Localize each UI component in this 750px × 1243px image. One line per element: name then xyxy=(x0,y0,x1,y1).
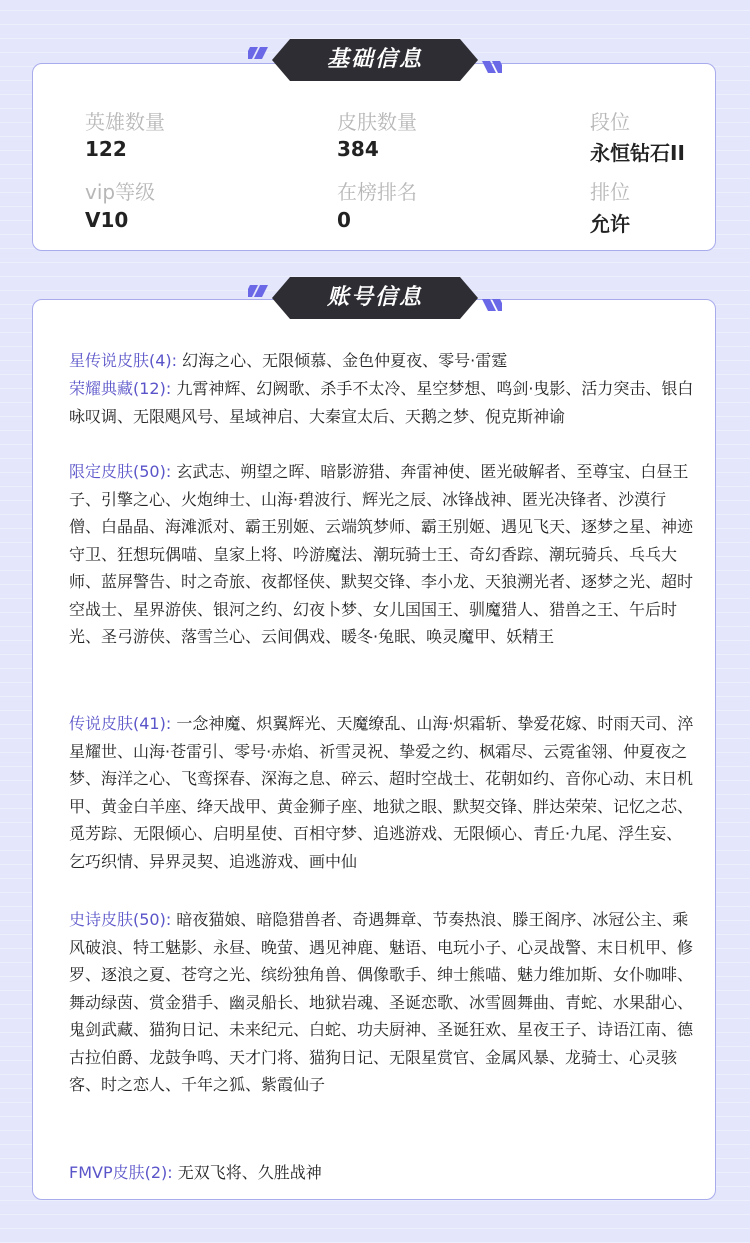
skin-count-label: 皮肤数量 xyxy=(337,110,417,134)
section-items: 幻海之心、无限倾慕、金色仲夏夜、零号·雷霆 xyxy=(182,351,508,370)
section-items: 一念神魔、炽翼辉光、天魔缭乱、山海·炽霜斩、挚爱花嫁、时雨天司、淬星耀世、山海·苍雷引、零号·赤焰、祈雪灵祝、挚爱之约、枫霜尽、云霓雀翎、仲夏夜之梦、海洋之心、飞鸾探春、深海之息、碎云、超时空战士、花朝如约、音你心动、末日机甲、黄金白羊座、绛天战甲、黄金狮子座、地狱之眼、默契交锋、胖达荣荣、记忆之芯、觅芳踪、无限倾心、启明星使、百相守梦、追逃游戏、无限倾心、青丘·九尾、浮生妄、乞巧织情、异界灵契、追逃游戏、画中仙 xyxy=(69,714,694,871)
section-label: 荣耀典藏(12): xyxy=(69,379,172,398)
skin-section-star-legend xyxy=(69,347,695,375)
ranked-play-value: 允许 xyxy=(590,212,630,236)
hero-count-value: 122 xyxy=(85,137,127,161)
section-label: 史诗皮肤(50): xyxy=(69,910,172,929)
section-label: FMVP皮肤(2): xyxy=(69,1163,173,1182)
ranked-play-label: 排位 xyxy=(590,180,630,204)
section-label: 传说皮肤(41): xyxy=(69,714,172,733)
rank-tier-value: 永恒钻石II xyxy=(590,141,685,165)
account-info-title: 账号信息 xyxy=(326,285,423,310)
account-info-banner xyxy=(248,275,502,321)
basic-info-banner xyxy=(248,37,502,83)
section-label: 限定皮肤(50): xyxy=(69,462,172,481)
section-items: 暗夜猫娘、暗隐猎兽者、奇遇舞章、节奏热浪、滕王阁序、冰冠公主、乘风破浪、特工魅影、永昼、晚萤、遇见神鹿、魅语、电玩小子、心灵战警、末日机甲、修罗、逐浪之夏、苍穹之光、缤纷独角兽、偶像歌手、绅士熊喵、魅力维加斯、女仆咖啡、舞动绿茵、赏金猎手、幽灵船长、地狱岩魂、圣诞恋歌、冰雪圆舞曲、青蛇、水果甜心、鬼剑武藏、猫狗日记、未来纪元、白蛇、功夫厨神、圣诞狂欢、星夜王子、诗语江南、德古拉伯爵、龙鼓争鸣、天才门将、猫狗日记、无限星赏官、金属风暴、龙骑士、心灵骇客、时之恋人、千年之狐、紫霞仙子 xyxy=(69,910,694,1094)
skin-section-limited xyxy=(69,458,695,651)
skin-count-value: 384 xyxy=(337,137,379,161)
section-items: 无双飞将、久胜战神 xyxy=(177,1163,322,1182)
section-items: 玄武志、朔望之晖、暗影游猎、奔雷神使、匿光破解者、至尊宝、白昼王子、引擎之心、火炮绅士、山海·碧波行、辉光之辰、冰锋战神、匿光决锋者、沙漠行僧、白晶晶、海滩派对、霸王别姬、云端筑梦师、霸王别姬、遇见飞天、逐梦之星、神迹守卫、狂想玩偶喵、皇家上将、吟游魔法、潮玩骑士王、奇幻香踪、潮玩骑兵、乓乓大师、蓝屏警告、时之奇旅、夜都怪侠、默契交锋、李小龙、天狼溯光者、逐梦之光、超时空战士、星界游侠、银河之约、幻夜卜梦、女儿国国王、驯魔猎人、猎兽之王、午后时光、圣弓游侠、落雪兰心、云间偶戏、暖冬·兔眠、唤灵魔甲、妖精王 xyxy=(69,462,694,646)
section-items: 九霄神辉、幻阙歌、杀手不太冷、星空梦想、鸣剑·曳影、活力突击、银白咏叹调、无限飓风号、星域神启、大秦宣太后、天鹅之梦、倪克斯神谕 xyxy=(69,379,694,426)
skin-section-fmvp xyxy=(69,1159,695,1187)
skin-section-honor-collection xyxy=(69,375,695,430)
hero-count-label: 英雄数量 xyxy=(85,110,165,134)
skin-section-legend xyxy=(69,710,695,875)
account-info-card xyxy=(32,299,716,1200)
vip-level-label: vip等级 xyxy=(85,180,156,204)
leaderboard-rank-label: 在榜排名 xyxy=(337,180,417,204)
rank-tier-label: 段位 xyxy=(590,110,630,134)
section-label: 星传说皮肤(4): xyxy=(69,351,178,370)
skin-section-epic xyxy=(69,906,695,1099)
vip-level-value: V10 xyxy=(85,208,129,232)
leaderboard-rank-value: 0 xyxy=(337,208,351,232)
basic-info-card xyxy=(32,63,716,251)
basic-info-title: 基础信息 xyxy=(326,47,423,72)
